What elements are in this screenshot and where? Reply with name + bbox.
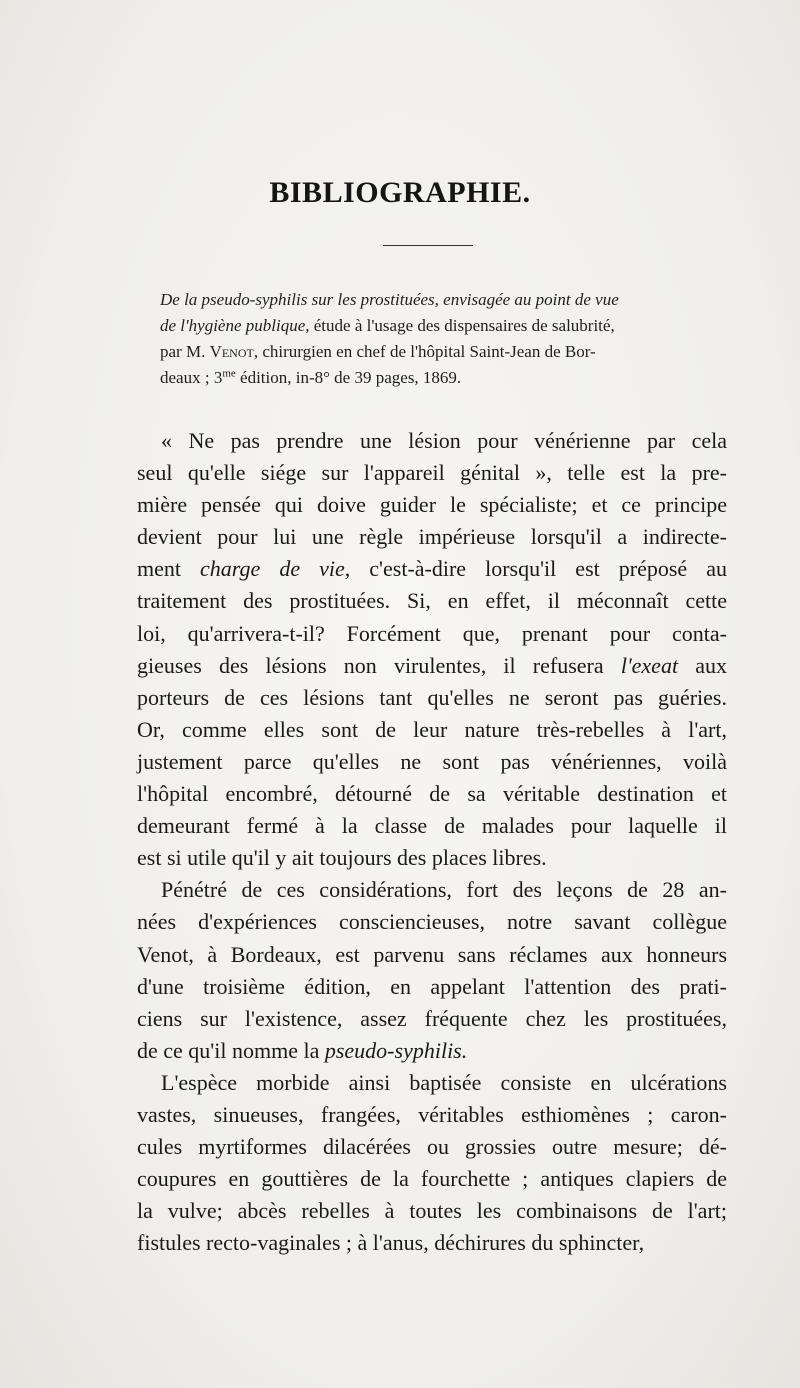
body-line xyxy=(137,1163,727,1195)
body-line xyxy=(137,810,727,842)
body-line-text: justement parce qu'elles ne sont pas vénériennes, voilà xyxy=(137,748,727,774)
body-line-text: Or, comme elles sont de leur nature très-rebelles à l'art, xyxy=(137,716,727,742)
body-line-text: nées d'expériences consciencieuses, notre savant collègue xyxy=(137,909,727,935)
italic-term: charge de vie, xyxy=(200,556,351,582)
body-line-text: aux xyxy=(678,652,728,678)
body-line-text: est si utile qu'il y ait toujours des places libres. xyxy=(137,845,547,871)
citation-desc: étude à l'usage des dispensaires de salubrité, xyxy=(309,316,615,335)
body-line xyxy=(137,778,727,810)
body-line xyxy=(137,682,727,714)
body-line-text: de ce qu'il nomme la xyxy=(137,1037,325,1063)
body-line-text: porteurs de ces lésions tant qu'elles ne seront pas guéries. xyxy=(137,684,727,710)
body-line-text: devient pour lui une règle impérieuse lorsqu'il a indirecte- xyxy=(137,524,727,550)
body-line xyxy=(137,1035,727,1067)
body-line xyxy=(137,939,727,971)
body-line-text: Venot, à Bordeaux, est parvenu sans réclames aux honneurs xyxy=(137,941,727,967)
body-line xyxy=(137,650,727,682)
body-line-text: cules myrtiformes dilacérées ou grossies outre mesure; dé- xyxy=(137,1134,727,1160)
body-line xyxy=(137,1131,727,1163)
body-line-text: demeurant fermé à la classe de malades pour laquelle il xyxy=(137,813,727,839)
body-line-text: loi, qu'arrivera-t-il? Forcément que, prenant pour conta- xyxy=(137,620,727,646)
body-line xyxy=(137,971,727,1003)
citation-title-cont: de l'hygiène publique, xyxy=(160,316,310,335)
citation-edition-sup: me xyxy=(222,367,236,380)
body-line-text: la vulve; abcès rebelles à toutes les combinaisons de l'art; xyxy=(137,1198,727,1224)
citation-author-role: , chirurgien en chef de l'hôpital Saint-Jean de Bor- xyxy=(253,342,596,361)
body-line xyxy=(137,1003,727,1035)
body-line-text: ment xyxy=(137,556,201,582)
body-line-text: gieuses des lésions non virulentes, il refusera xyxy=(137,652,621,678)
bibliographic-citation xyxy=(160,287,735,391)
body-line-text: seul qu'elle siége sur l'appareil génital », telle est la pre- xyxy=(137,460,727,486)
body-line-text: ciens sur l'existence, assez fréquente chez les prostituées, xyxy=(137,1005,727,1031)
body-line-text: vastes, sinueuses, frangées, véritables esthiomènes ; caron- xyxy=(137,1101,727,1127)
body-line xyxy=(137,489,727,521)
body-line xyxy=(137,1227,727,1259)
body-line xyxy=(137,906,727,938)
italic-term: l'exeat xyxy=(620,652,679,678)
citation-author: Venot xyxy=(209,342,254,361)
body-line-text: coupures en gouttières de la fourchette ; antiques clapiers de xyxy=(137,1166,727,1192)
body-line xyxy=(137,553,727,585)
body-line xyxy=(137,746,727,778)
body-line xyxy=(137,618,727,650)
body-line xyxy=(137,874,727,906)
body-line xyxy=(137,714,727,746)
body-line xyxy=(137,842,727,874)
body-line-text: Pénétré de ces considérations, fort des leçons de 28 an- xyxy=(161,877,727,903)
italic-term: pseudo-syphilis. xyxy=(324,1037,468,1063)
body-line xyxy=(137,521,727,553)
body-line xyxy=(137,457,727,489)
citation-author-prefix: par M. xyxy=(160,342,210,361)
body-line-text: L'espèce morbide ainsi baptisée consiste en ulcérations xyxy=(161,1069,727,1095)
body-line xyxy=(137,1195,727,1227)
body-line-text: traitement des prostituées. Si, en effet, il méconnaît cette xyxy=(137,588,727,614)
citation-edition-a: deaux ; 3 xyxy=(160,368,223,387)
body-line xyxy=(137,585,727,617)
title-divider xyxy=(383,245,473,246)
body-line-text: c'est-à-dire lorsqu'il est préposé au xyxy=(350,556,727,582)
citation-edition-b: édition, in-8° de 39 pages, 1869. xyxy=(235,368,462,387)
body-line-text: d'une troisième édition, en appelant l'attention des prati- xyxy=(137,973,727,999)
body-line-text: mière pensée qui doive guider le spécialiste; et ce principe xyxy=(137,492,727,518)
body-line-text: fistules recto-vaginales ; à l'anus, déchirures du sphincter, xyxy=(137,1230,645,1256)
citation-title: De la pseudo-syphilis sur les prostituées, envisagée au point de vue xyxy=(160,290,619,309)
body-line xyxy=(137,1099,727,1131)
body-line xyxy=(137,425,727,457)
body-line xyxy=(137,1067,727,1099)
page-title: BIBLIOGRAPHIE. xyxy=(269,176,531,209)
review-body xyxy=(137,425,727,1259)
body-line-text: l'hôpital encombré, détourné de sa véritable destination et xyxy=(137,781,727,807)
body-line-text: « Ne pas prendre une lésion pour vénérienne par cela xyxy=(161,428,727,453)
